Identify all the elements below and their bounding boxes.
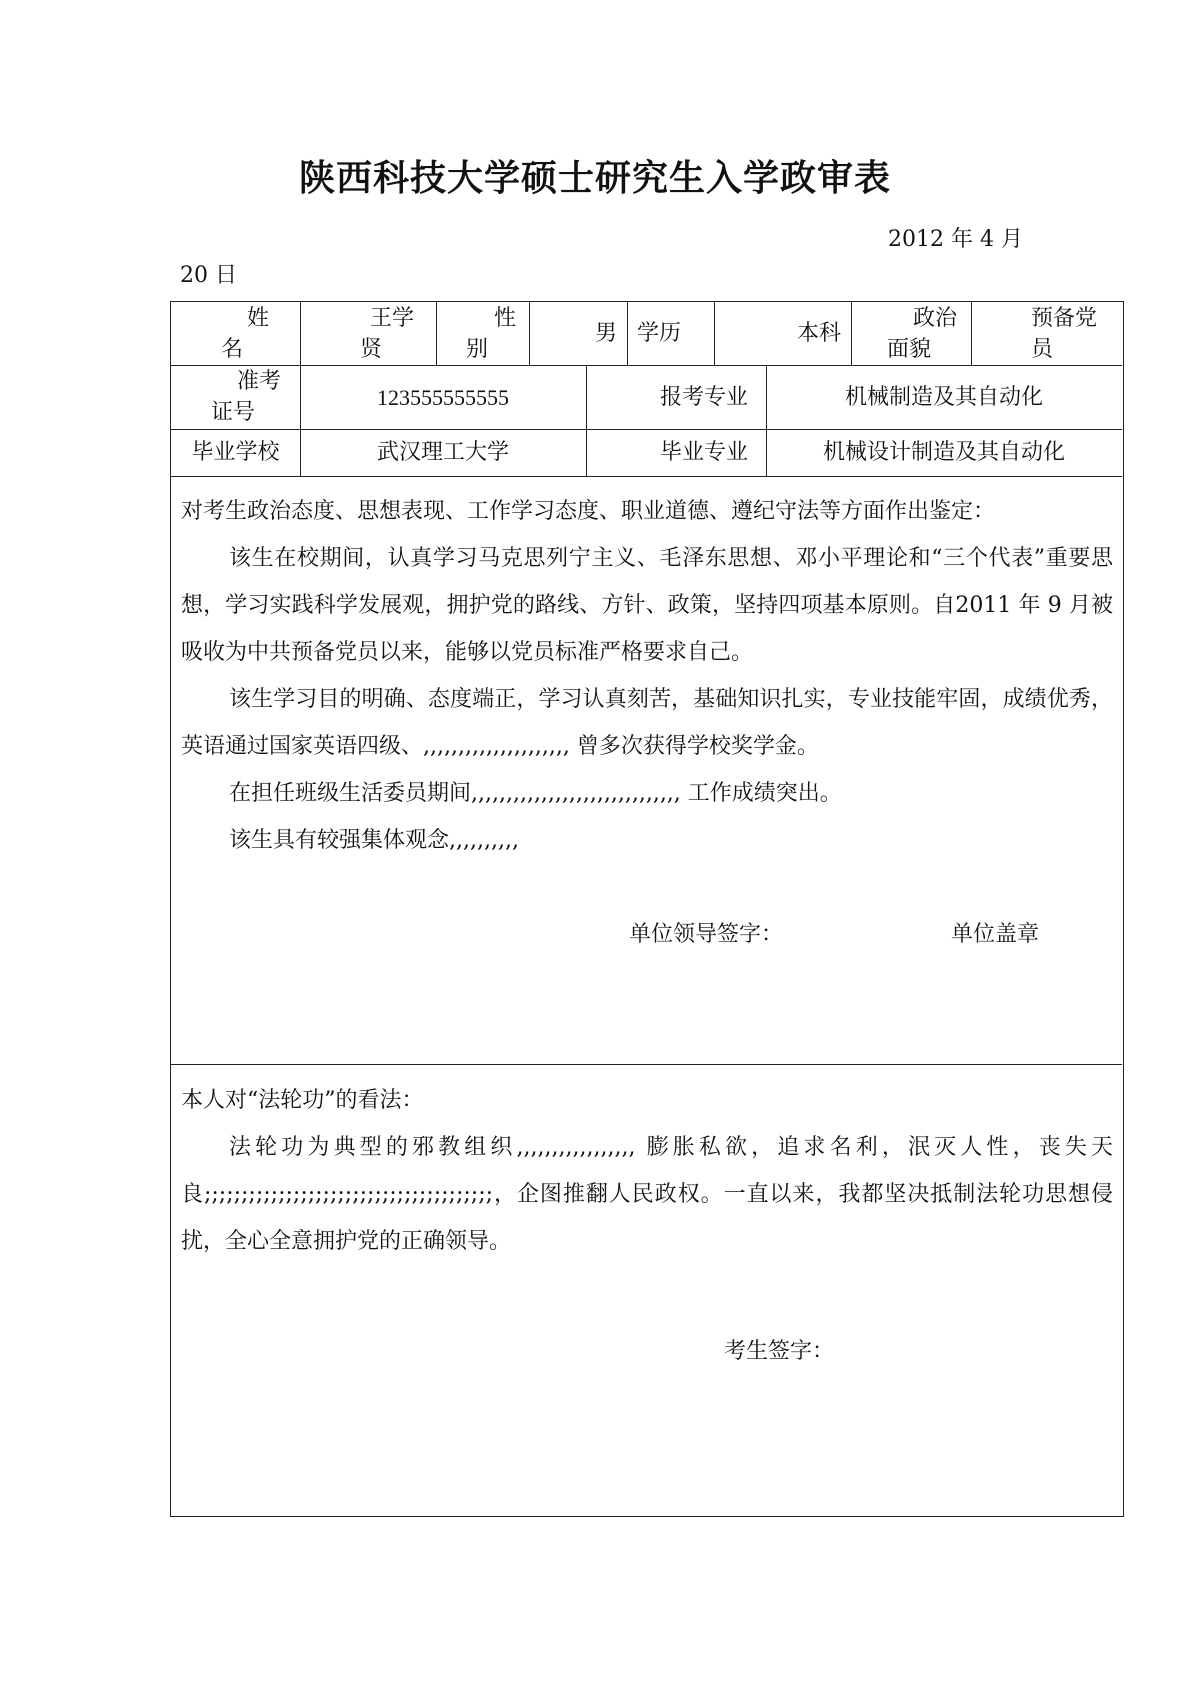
falun-opinion-section [181, 1077, 1113, 1265]
school-value: 武汉理工大学 [376, 440, 509, 465]
assessment-paragraph: 该生学习目的明确、态度端正，学习认真刻苦，基础知识扎实，专业技能牢固，成绩优秀，英语通过国家英语四级、,,,,,,,,,,,,,,,,,,,,, 曾多次获得学校奖学金。 [181, 687, 1113, 759]
ticket-label: 准考 证号 [211, 369, 282, 425]
education-label: 学历 [637, 321, 682, 346]
assessment-heading: 对考生政治态度、思想表现、工作学习态度、职业道德、遵纪守法等方面作出鉴定： [181, 499, 996, 524]
row-divider [171, 476, 1122, 477]
leader-signature-label: 单位领导签字： [629, 922, 784, 947]
candidate-signature-label: 考生签字： [724, 1339, 835, 1364]
unit-seal-label: 单位盖章 [951, 922, 1040, 947]
page-title: 陕西科技大学硕士研究生入学政审表 [298, 157, 891, 199]
row-divider [171, 1064, 1122, 1065]
grad-major-label: 毕业专业 [659, 440, 748, 465]
education-value: 本科 [796, 321, 841, 346]
date-line-1: 2012 年 4 月 [888, 227, 1023, 252]
major-label: 报考专业 [659, 384, 748, 410]
gender-label: 性 别 [466, 305, 517, 362]
ticket-value: 123555555555 [377, 384, 509, 410]
political-label: 政治 面貌 [887, 305, 958, 362]
assessment-paragraph: 该生具有较强集体观念,,,,,,,,,, [229, 828, 519, 853]
name-label: 姓 名 [221, 305, 270, 362]
assessment-section [181, 488, 1113, 864]
major-value: 机械制造及其自动化 [844, 384, 1043, 410]
gender-value: 男 [594, 321, 617, 346]
falun-paragraph: 法轮功为典型的邪教组织,,,,,,,,,,,,,,,,, 膨胀私欲，追求名利，泯灭人性，丧失天良;;;;;;;;;;;;;;;;;;;;;;;;;;;;;;;;;;;;;;;，企图推翻人民政权。一直以来，我都坚决抵制法轮功思想侵扰，全心全意拥护党的正确领导。 [181, 1135, 1113, 1254]
grad-major-value: 机械设计制造及其自动化 [822, 440, 1065, 465]
date-line-2: 20 日 [180, 263, 237, 288]
assessment-paragraph: 在担任班级生活委员期间,,,,,,,,,,,,,,,,,,,,,,,,,,,,,, 工作成绩突出。 [229, 781, 842, 806]
assessment-paragraph: 该生在校期间，认真学习马克思列宁主义、毛泽东思想、邓小平理论和“三个代表”重要思想，学习实践科学发展观，拥护党的路线、方针、政策，坚持四项基本原则。自2011 年 9 月被吸收为中共预备党员以来，能够以党员标准严格要求自己。 [181, 546, 1113, 665]
falun-heading: 本人对“法轮功”的看法： [181, 1088, 424, 1113]
review-form-table [170, 301, 1124, 1517]
political-value: 预备党 员 [1031, 305, 1098, 362]
name-value: 王学 贤 [360, 305, 415, 362]
school-label: 毕业学校 [191, 440, 280, 465]
